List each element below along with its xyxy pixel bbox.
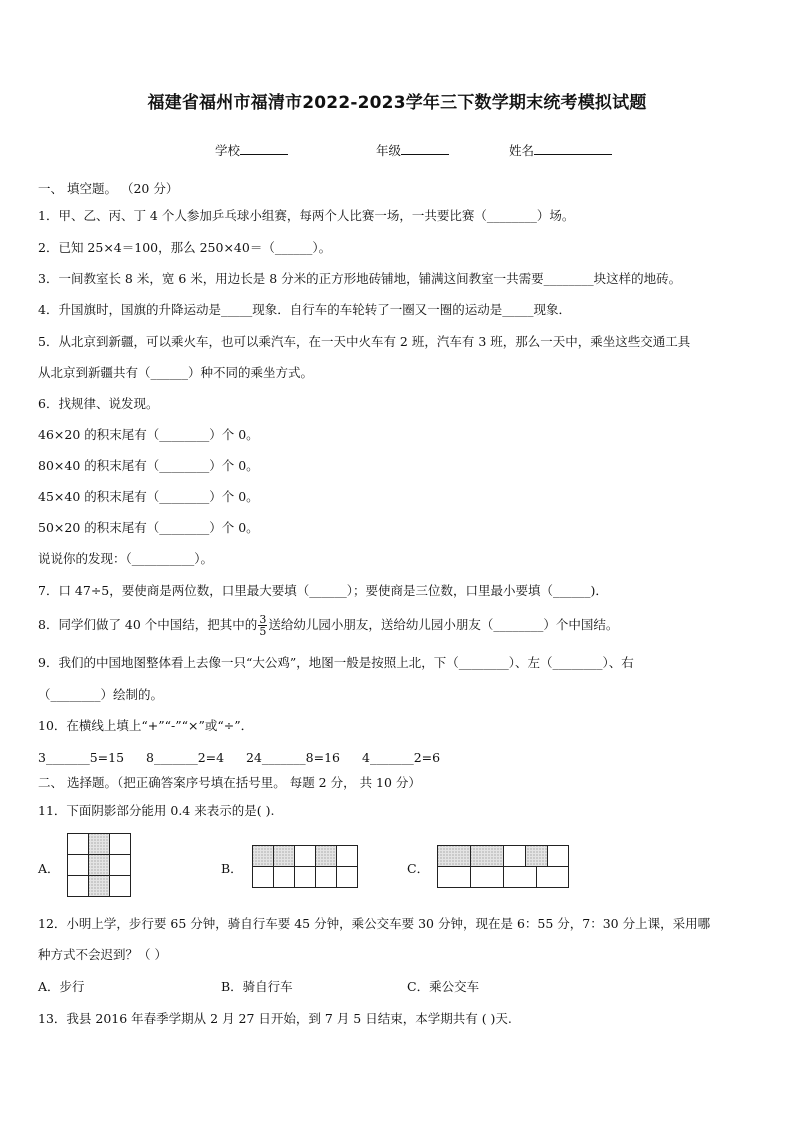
question-1: 1．甲、乙、丙、丁 4 个人参加乒乓球小组赛，每两个人比赛一场，一共要比赛（________）场。 — [38, 208, 575, 223]
grid-cell — [295, 846, 316, 867]
question-12-line1: 12．小明上学，步行要 65 分钟，骑自行车要 45 分钟，乘公交车要 30 分钟，现在是 6：55 分，7：30 分上课，采用哪 — [38, 916, 711, 931]
grid-cell — [295, 867, 316, 888]
question-8-before: 8．同学们做了 40 个中国结，把其中的 — [38, 617, 258, 632]
grid-cell — [548, 846, 569, 867]
question-9-line2: （________）绘制的。 — [38, 687, 164, 702]
question-3: 3．一间教室长 8 米，宽 6 米，用边长是 8 分米的正方形地砖铺地，铺满这间教室一共需要________块这样的地砖。 — [38, 271, 682, 286]
grid-cell-shaded — [438, 846, 471, 867]
grid-cell — [504, 846, 526, 867]
grid-cell-shaded — [89, 855, 110, 876]
q11-option-a-grid[interactable] — [67, 833, 131, 899]
grade-label: 年级 — [376, 143, 402, 158]
grid-cell-shaded — [89, 834, 110, 855]
question-8-after: 送给幼儿园小朋友，送给幼儿园小朋友（________）个中国结。 — [268, 617, 619, 632]
grid-cell — [337, 846, 358, 867]
q11-option-b-label[interactable]: B． — [221, 861, 243, 876]
question-10-item-2: 8_______2=4 — [146, 750, 225, 765]
school-label: 学校 — [215, 143, 241, 158]
question-6-item-4: 50×20 的积末尾有（________）个 0。 — [38, 520, 259, 535]
grid-cell-shaded — [316, 846, 337, 867]
question-5-line2: 从北京到新疆共有（______）种不同的乘坐方式。 — [38, 365, 314, 380]
grid-cell — [110, 855, 131, 876]
section1-heading: 一、 填空题。 （20 分） — [38, 181, 179, 196]
grid-cell — [68, 834, 89, 855]
grid-cell — [316, 867, 337, 888]
grid-cell — [253, 867, 274, 888]
school-blank[interactable] — [240, 141, 288, 155]
grid-cell — [110, 834, 131, 855]
grid-cell — [68, 855, 89, 876]
grid-cell-shaded — [471, 846, 504, 867]
grid-cell-shaded — [526, 846, 548, 867]
fraction-denominator: 5 — [259, 625, 267, 638]
grid-cell-shaded — [89, 876, 110, 897]
question-12-line2: 种方式不会迟到？（ ） — [38, 947, 167, 962]
grade-blank[interactable] — [401, 141, 449, 155]
question-10-item-1: 3_______5=15 — [38, 750, 125, 765]
grid-cell-shaded — [274, 846, 295, 867]
school-field — [215, 141, 288, 159]
fraction-numerator: 3 — [259, 613, 267, 626]
page-title: 福建省福州市福清市2022-2023学年三下数学期末统考模拟试题 — [147, 93, 647, 113]
grade-field — [376, 141, 449, 159]
question-6: 6．找规律、说发现。 — [38, 396, 159, 411]
section2-heading: 二、 选择题。（把正确答案序号填在括号里。 每题 2 分， 共 10 分） — [38, 775, 421, 790]
q11-option-b-grid[interactable] — [252, 845, 358, 888]
grid-cell — [438, 867, 471, 888]
question-4: 4．升国旗时，国旗的升降运动是_____现象．自行车的车轮转了一圈又一圈的运动是_____现象． — [38, 302, 571, 317]
question-8 — [38, 612, 618, 638]
question-5-line1: 5．从北京到新疆，可以乘火车，也可以乘汽车，在一天中火车有 2 班，汽车有 3 班，那么一天中，乘坐这些交通工具 — [38, 334, 691, 349]
grid-cell — [337, 867, 358, 888]
question-10-item-4: 4_______2=6 — [362, 750, 441, 765]
q11-option-a-label[interactable]: A． — [38, 861, 60, 876]
question-6-item-3: 45×40 的积末尾有（________）个 0。 — [38, 489, 259, 504]
name-blank[interactable] — [534, 141, 612, 155]
question-6-finding: 说说你的发现：（__________）。 — [38, 551, 214, 566]
q11-option-c-grid[interactable] — [437, 845, 569, 888]
grid-cell-shaded — [253, 846, 274, 867]
grid-cell — [471, 867, 504, 888]
grid-cell — [274, 867, 295, 888]
question-6-item-2: 80×40 的积末尾有（________）个 0。 — [38, 458, 259, 473]
question-10-item-3: 24_______8=16 — [246, 750, 340, 765]
grid-cell — [537, 867, 569, 888]
q12-option-b[interactable]: B．骑自行车 — [221, 979, 293, 994]
question-11: 11．下面阴影部分能用 0.4 来表示的是( ). — [38, 803, 275, 818]
question-7: 7．口 47÷5，要使商是两位数，口里最大要填（______）；要使商是三位数，口里最小要填（______)． — [38, 583, 608, 598]
question-13: 13．我县 2016 年春季学期从 2 月 27 日开始，到 7 月 5 日结束，本学期共有 ( )天. — [38, 1011, 512, 1026]
question-6-item-1: 46×20 的积末尾有（________）个 0。 — [38, 427, 259, 442]
question-10: 10．在横线上填上“+”“-”“×”或“÷”． — [38, 718, 254, 733]
question-9-line1: 9．我们的中国地图整体看上去像一只“大公鸡”，地图一般是按照上北，下（________）、左（________）、右 — [38, 655, 634, 670]
q12-option-a[interactable]: A．步行 — [38, 979, 85, 994]
fraction-three-fifths — [258, 614, 267, 637]
grid-cell — [68, 876, 89, 897]
grid-cell — [504, 867, 537, 888]
name-field — [509, 141, 612, 159]
name-label: 姓名 — [509, 143, 535, 158]
grid-cell — [110, 876, 131, 897]
question-2: 2．已知 25×4＝100，那么 250×40＝（______）。 — [38, 240, 332, 255]
q11-option-c-label[interactable]: C． — [407, 861, 430, 876]
q12-option-c[interactable]: C．乘公交车 — [407, 979, 480, 994]
